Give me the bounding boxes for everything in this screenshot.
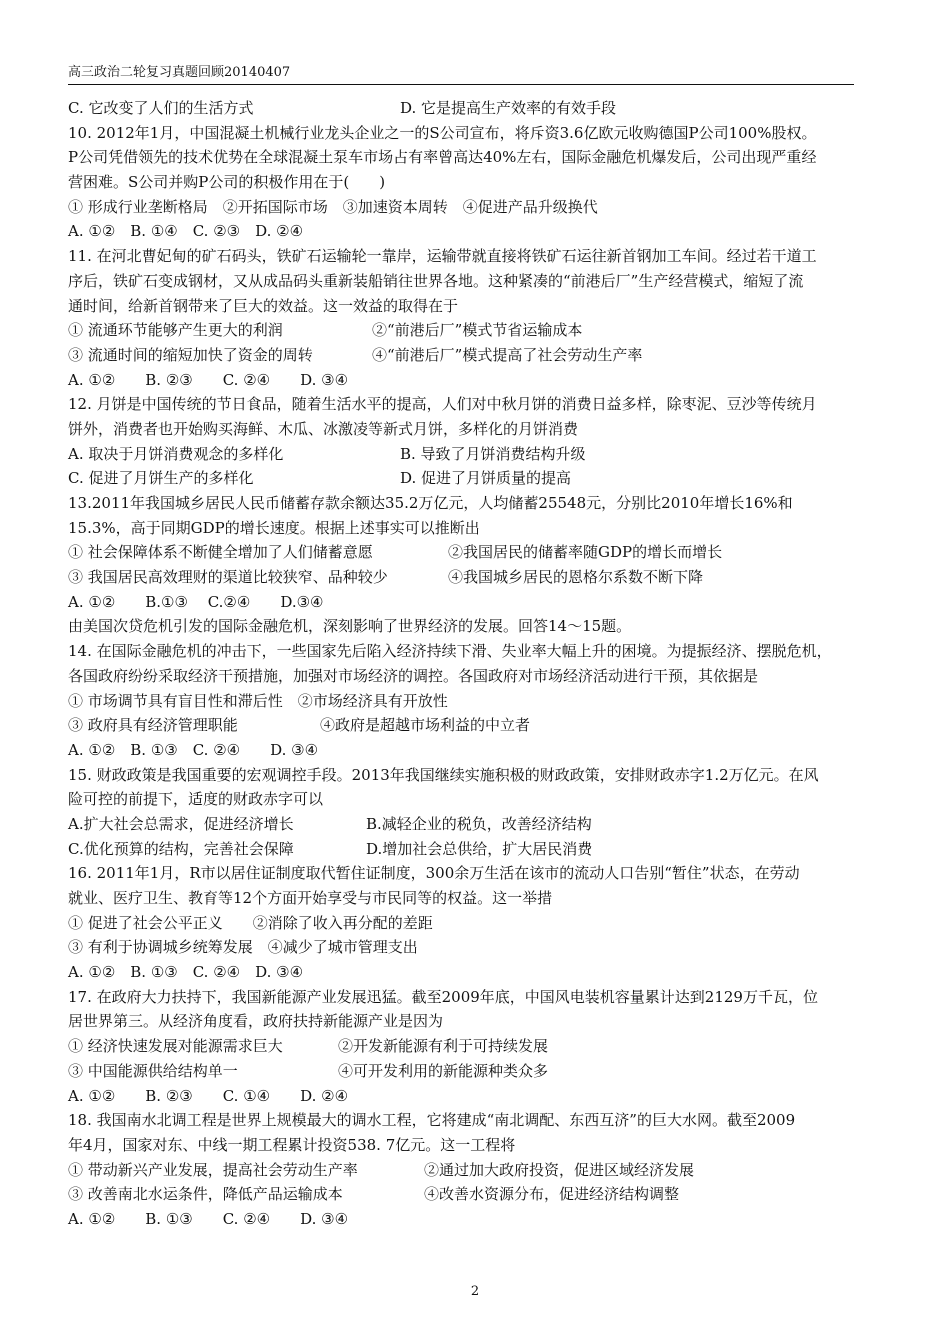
text-line <box>68 466 868 491</box>
text-segment: ① 经济快速发展对能源需求巨大 <box>68 1037 283 1056</box>
text-line: 12. 月饼是中国传统的节日食品，随着生活水平的提高，人们对中秋月饼的消费日益多样，除枣泥、豆沙等传统月 <box>68 395 817 414</box>
text-line: 就业、医疗卫生、教育等12个方面开始享受与市民同等的权益。这一举措 <box>68 889 553 907</box>
text-segment: ②“前港后厂”模式节省运输成本 <box>372 321 583 340</box>
text-line <box>68 837 868 862</box>
text-line: 通时间，给新首钢带来了巨大的效益。这一效益的取得在于 <box>68 296 459 315</box>
text-segment: ②我国居民的储蓄率随GDP的增长而增长 <box>448 543 723 562</box>
text-segment: A. 取决于月饼消费观念的多样化 <box>68 444 284 463</box>
text-line: 14. 在国际金融危机的冲击下，一些国家先后陷入经济持续下滑、失业率大幅上升的困境。为提振经济、摆脱危机， <box>68 642 832 661</box>
text-segment: ④我国城乡居民的恩格尔系数不断下降 <box>448 568 704 587</box>
text-line: ③ 有利于协调城乡统筹发展 ④减少了城市管理支出 <box>68 938 418 957</box>
text-line: 15.3%，高于同期GDP的增长速度。根据上述事实可以推断出 <box>68 518 480 537</box>
text-segment: B.减轻企业的税负，改善经济结构 <box>366 814 592 833</box>
text-line: 居世界第三。从经济角度看，政府扶持新能源产业是因为 <box>68 1012 444 1031</box>
text-segment: A.扩大社会总需求，促进经济增长 <box>68 814 294 833</box>
text-segment: C. 它改变了人们的生活方式 <box>68 99 254 117</box>
text-segment: ③ 改善南北水运条件，降低产品运输成本 <box>68 1185 343 1204</box>
text-segment: C. 促进了月饼生产的多样化 <box>68 469 254 488</box>
text-segment: ① 社会保障体系不断健全增加了人们储蓄意愿 <box>68 543 373 562</box>
text-segment: ④政府是超越市场利益的中立者 <box>320 716 531 735</box>
text-segment: B. 导致了月饼消费结构升级 <box>400 444 586 463</box>
text-line <box>68 1158 868 1183</box>
text-segment: ②开发新能源有利于可持续发展 <box>338 1037 549 1056</box>
text-line <box>68 96 868 121</box>
text-line: ① 形成行业垄断格局 ②开拓国际市场 ③加速资本周转 ④促进产品升级换代 <box>68 197 598 216</box>
text-segment: ②通过加大政府投资，促进区域经济发展 <box>424 1160 695 1179</box>
text-line: A. ①② B. ①③ C. ②④ D. ③④ <box>68 1209 349 1228</box>
page-number: 2 <box>470 1284 480 1299</box>
document-header: 高三政治二轮复习真题回顾20140407 <box>68 65 291 80</box>
text-line <box>68 540 868 565</box>
text-line: A. ①② B. ②③ C. ①④ D. ②④ <box>68 1086 349 1105</box>
text-segment: ③ 政府具有经济管理职能 <box>68 716 238 735</box>
question-content <box>68 96 868 1232</box>
text-segment: ③ 我国居民高效理财的渠道比较狭窄、品种较少 <box>68 568 388 587</box>
text-line: 17. 在政府大力扶持下，我国新能源产业发展迅猛。截至2009年底，中国风电装机容量累计达到2129万千瓦，位 <box>68 987 818 1006</box>
text-line: 营困难。S公司并购P公司的积极作用在于( ) <box>68 173 386 192</box>
text-line <box>68 1034 868 1059</box>
text-line: ① 促进了社会公平正义 ②消除了收入再分配的差距 <box>68 913 433 932</box>
text-line: 饼外，消费者也开始购买海鲜、木瓜、冰激凌等新式月饼，多样化的月饼消费 <box>68 419 579 438</box>
text-segment: ④“前港后厂”模式提高了社会劳动生产率 <box>372 345 643 364</box>
text-line: 16. 2011年1月，R市以居住证制度取代暂住证制度，300余万生活在该市的流动人口告别“暂住”状态，在劳动 <box>68 864 800 883</box>
text-segment: ① 流通环节能够产生更大的利润 <box>68 321 283 340</box>
text-segment: ④改善水资源分布，促进经济结构调整 <box>424 1185 680 1204</box>
text-line: A. ①② B. ②③ C. ②④ D. ③④ <box>68 370 349 389</box>
text-segment: ① 带动新兴产业发展，提高社会劳动生产率 <box>68 1160 358 1179</box>
text-line: 18. 我国南水北调工程是世界上规模最大的调水工程，它将建成“南北调配、东西互济”的巨大水网。截至2009 <box>68 1111 796 1130</box>
text-line <box>68 565 868 590</box>
text-segment: ③ 流通时间的缩短加快了资金的周转 <box>68 345 313 364</box>
header-divider <box>68 84 854 85</box>
text-line: A. ①② B. ①④ C. ②③ D. ②④ <box>68 222 304 241</box>
text-segment: D.增加社会总供给，扩大居民消费 <box>366 839 593 858</box>
text-line <box>68 1059 868 1084</box>
text-segment: C.优化预算的结构，完善社会保障 <box>68 839 294 858</box>
text-line: 11. 在河北曹妃甸的矿石码头，铁矿石运输轮一靠岸，运输带就直接将铁矿石运往新首钢加工车间。经过若干道工 <box>68 247 817 266</box>
text-line <box>68 713 868 738</box>
text-line: 由美国次贷危机引发的国际金融危机，深刻影响了世界经济的发展。回答14～15题。 <box>68 617 632 636</box>
text-line: A. ①② B. ①③ C. ②④ D. ③④ <box>68 740 319 759</box>
text-line: 15. 财政政策是我国重要的宏观调控手段。2013年我国继续实施积极的财政政策，安排财政赤字1.2万亿元。在风 <box>68 765 819 784</box>
text-line: A. ①② B.①③ C.②④ D.③④ <box>68 592 324 611</box>
text-line <box>68 343 868 368</box>
text-line: 10. 2012年1月，中国混凝土机械行业龙头企业之一的S公司宣布，将斥资3.6亿欧元收购德国P公司100%股权。 <box>68 123 817 142</box>
text-line: ① 市场调节具有盲目性和滞后性 ②市场经济具有开放性 <box>68 691 448 710</box>
text-line: P公司凭借领先的技术优势在全球混凝土泵车市场占有率曾高达40%左右，国际金融危机爆发后，公司出现严重经 <box>68 148 817 167</box>
text-segment: ④可开发利用的新能源种类众多 <box>338 1061 549 1080</box>
text-line: 各国政府纷纷采取经济干预措施，加强对市场经济的调控。各国政府对市场经济活动进行干预，其依据是 <box>68 666 759 685</box>
text-line <box>68 442 868 467</box>
text-line <box>68 1182 868 1207</box>
text-line: 年4月，国家对东、中线一期工程累计投资538. 7亿元。这一工程将 <box>68 1135 516 1154</box>
text-line <box>68 812 868 837</box>
text-line: 序后，铁矿石变成钢材，又从成品码头重新装船销往世界各地。这种紧凑的“前港后厂”生产经营模式，缩短了流 <box>68 271 804 290</box>
text-line: A. ①② B. ①③ C. ②④ D. ③④ <box>68 963 304 982</box>
text-line <box>68 318 868 343</box>
text-segment: D. 促进了月饼质量的提高 <box>400 469 572 488</box>
text-line: 13.2011年我国城乡居民人民币储蓄存款余额达35.2万亿元，人均储蓄25548元，分别比2010年增长16%和 <box>68 494 793 512</box>
text-segment: D. 它是提高生产效率的有效手段 <box>400 99 617 117</box>
text-segment: ③ 中国能源供给结构单一 <box>68 1061 238 1080</box>
text-line: 险可控的前提下，适度的财政赤字可以 <box>68 790 324 809</box>
